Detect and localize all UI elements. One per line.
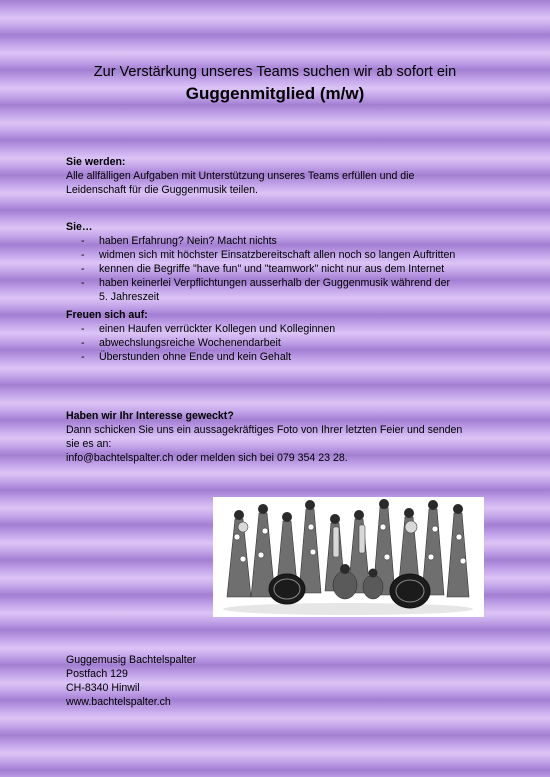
section-interesse bbox=[66, 409, 496, 465]
dash-bullet: - bbox=[81, 337, 85, 349]
list-item: - kennen die Begriffe "have fun" und "teamwork" nicht nur aus dem Internet bbox=[81, 263, 445, 275]
section-interesse-line: sie es an: bbox=[66, 438, 112, 450]
section-interesse-heading: Haben wir Ihr Interesse geweckt? bbox=[66, 410, 234, 422]
list-item-continuation: 5. Jahreszeit bbox=[99, 291, 160, 303]
section-werden-line: Alle allfälligen Aufgaben mit Unterstützung unseres Teams erfüllen und die bbox=[66, 170, 415, 182]
city: CH-8340 Hinwil bbox=[66, 682, 140, 694]
list-item: - Überstunden ohne Ende und kein Gehalt bbox=[81, 351, 292, 363]
dash-bullet: - bbox=[81, 249, 85, 261]
section-werden bbox=[66, 155, 496, 197]
position-title: Guggenmitglied (m/w) bbox=[185, 84, 365, 103]
section-freuen-heading: Freuen sich auf: bbox=[66, 309, 148, 321]
section-interesse-line: Dann schicken Sie uns ein aussagekräftiges Foto von Ihrer letzten Feier und senden bbox=[66, 424, 463, 436]
dash-bullet: - bbox=[81, 235, 85, 247]
contact-line: info@bachtelspalter.ch oder melden sich bei 079 354 23 28. bbox=[66, 452, 348, 464]
footer-address bbox=[66, 653, 496, 709]
list-item: - einen Haufen verrückter Kollegen und Kolleginnen bbox=[81, 323, 336, 335]
list-item: - widmen sich mit höchster Einsatzbereitschaft allen noch so langen Auftritten bbox=[81, 249, 456, 261]
list-item: - haben keinerlei Verpflichtungen ausserhalb der Guggenmusik während der 5. Jahreszeit bbox=[81, 277, 450, 303]
intro-line: Zur Verstärkung unseres Teams suchen wir ab sofort ein bbox=[93, 64, 457, 80]
org-name: Guggemusig Bachtelspalter bbox=[66, 654, 197, 666]
group-photo bbox=[213, 497, 484, 617]
dash-bullet: - bbox=[81, 323, 85, 335]
section-werden-heading: Sie werden: bbox=[66, 156, 126, 168]
list-item: - haben Erfahrung? Nein? Macht nichts bbox=[81, 235, 277, 247]
section-werden-line: Leidenschaft für die Guggenmusik teilen. bbox=[66, 184, 258, 196]
section-sie bbox=[66, 220, 496, 304]
list-item: - abwechslungsreiche Wochenendarbeit bbox=[81, 337, 281, 349]
section-sie-heading: Sie… bbox=[66, 221, 93, 233]
dash-bullet: - bbox=[81, 351, 85, 363]
dash-bullet: - bbox=[81, 277, 85, 289]
dash-bullet: - bbox=[81, 263, 85, 275]
postfach: Postfach 129 bbox=[66, 668, 128, 680]
section-freuen bbox=[66, 308, 496, 364]
website: www.bachtelspalter.ch bbox=[66, 696, 171, 708]
